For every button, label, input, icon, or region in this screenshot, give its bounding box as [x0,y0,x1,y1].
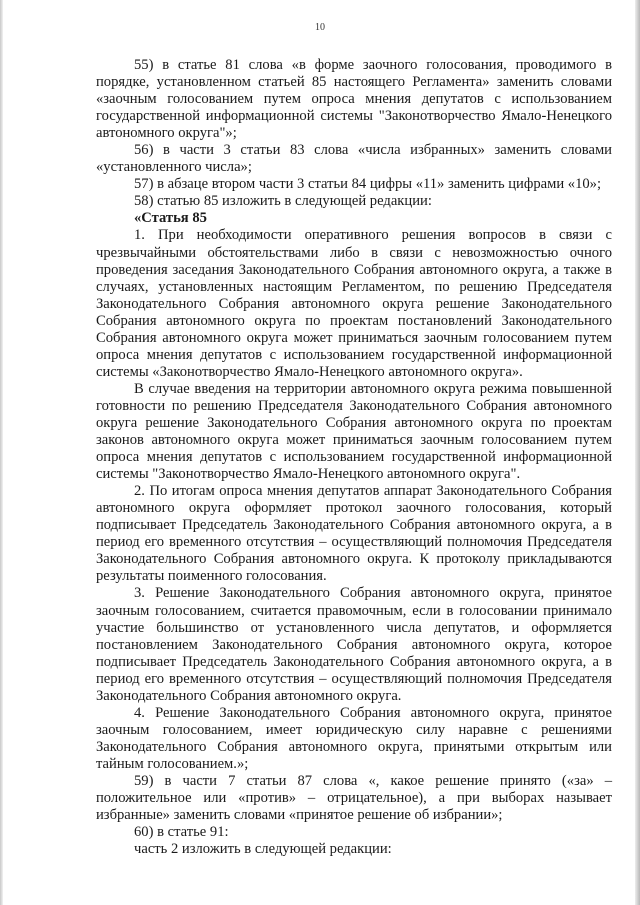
article-part-4: 4. Решение Законодательного Собрания автономного округа, принятое заочным голосованием, имеет юридическую силу наравне с решениями Законодательного Собрания автономного округа, принятыми открытым или тайным голосованием.»; [96,704,612,772]
paragraph-part-2-intro: часть 2 изложить в следующей редакции: [134,841,392,858]
paragraph-item-55: 55) в статье 81 слова «в форме заочного голосования, проводимого в порядке, установленном статьей 85 настоящего Регламента» заменить словами «заочным голосованием путем опроса мнения депутатов с использованием государственной информационной системы "Законотворчество Ямало-Ненецкого автономного округа"»; [96,57,612,142]
article-part-3: 3. Решение Законодательного Собрания автономного округа, принятое заочным голосованием, считается правомочным, если в голосовании принимало участие большинство от установленного числа депутатов, и оформляется постановлением Законодательного Собрания автономного округа, которое подписывает Председатель Законодательного Собрания автономного округа, а в период его временного отсутствия – осуществляющий полномочия Председателя Законодательного Собрания автономного округа. [96,585,612,704]
scan-edge-right [635,0,640,905]
paragraph-item-57: 57) в абзаце втором части 3 статьи 84 цифры «11» заменить цифрами «10»; [134,176,602,193]
article-part-2: 2. По итогам опроса мнения депутатов аппарат Законодательного Собрания автономного округа оформляет протокол заочного голосования, который подписывает Председатель Законодательного Собрания автономного округа, а в период его временного отсутствия – осуществляющий полномочия Председателя Законодательного Собрания автономного округа. К протоколу прикладываются результаты поименного голосования. [96,483,612,585]
article-part-1-paragraph-2: В случае введения на территории автономного округа режима повышенной готовности по решению Председателя Законодательного Собрания автономного округа решение Законодательного Собрания автономного округа по проектам законов автономного округа может приниматься заочным голосованием путем опроса мнения депутатов с использованием государственной информационной системы "Законотворчество Ямало-Ненецкого автономного округа". [96,380,612,483]
document-body [96,57,612,858]
paragraph-item-59: 59) в части 7 статьи 87 слова «, какое решение принято («за» – положительное или «против» – отрицательное), а при выборах называет избранные» заменить словами «принятое решение об избрании»; [96,772,612,824]
paragraph-item-56: 56) в части 3 статьи 83 слова «числа избранных» заменить словами «установленного числа»; [96,142,612,176]
paragraph-item-60: 60) в статье 91: [134,824,229,841]
article-part-1: 1. При необходимости оперативного решения вопросов в связи с чрезвычайными обстоятельствами либо в связи с невозможностью очного проведения заседания Законодательного Собрания автономного округа, а также в случаях, установленных настоящим Регламентом, по решению Председателя Законодательного Собрания автономного округа решение Законодательного Собрания автономного округа по проектам постановлений Законодательного Собрания автономного округа может приниматься заочным голосованием путем опроса мнения депутатов с использованием государственной информационной системы «Законотворчество Ямало-Ненецкого автономного округа». [96,227,612,380]
page-number: 10 [315,22,325,33]
article-heading: «Статья 85 [134,210,207,227]
scan-edge-left [0,0,3,905]
paragraph-item-58: 58) статью 85 изложить в следующей редакции: [134,193,432,210]
